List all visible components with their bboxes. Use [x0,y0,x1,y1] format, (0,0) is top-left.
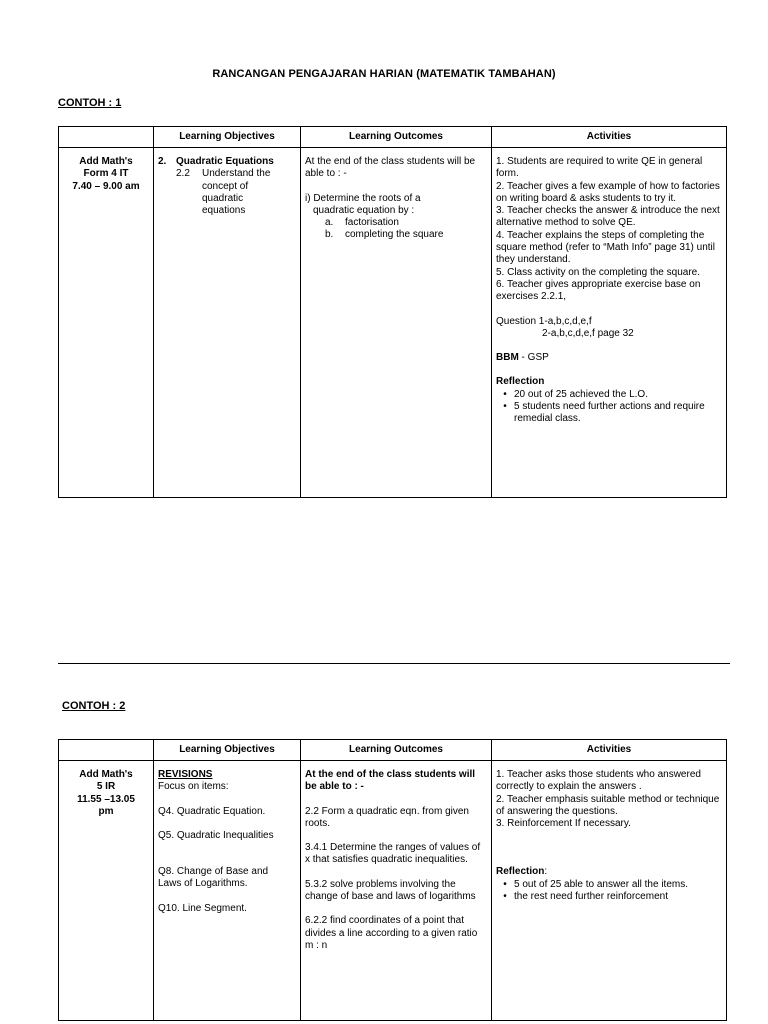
document-title: RANCANGAN PENGAJARAN HARIAN (MATEMATIK TAMBAHAN) [212,68,556,80]
class-time: 7.40 – 9.00 am [72,180,140,192]
activities-cell [492,761,727,1021]
reflection-heading [496,866,722,878]
outcomes-cell [301,148,492,498]
subject-cell [59,761,154,1021]
bullet-icon: • [503,878,507,890]
activity-step: 3. Reinforcement If necessary. [496,818,631,830]
reflection-list [496,879,722,904]
header-learning-objectives: Learning Objectives [154,740,301,761]
outcome-item: 2.2 Form a quadratic eqn. from given roots. [305,805,469,829]
outcomes-intro: At the end of the class students will be able to : - [305,156,476,180]
option-letter: a. [325,217,334,229]
question-line: Question 1-a,b,c,d,e,f [496,315,592,327]
header-blank [59,127,154,148]
table-header-row [59,127,727,148]
subject-cell [59,148,154,498]
focus-item: Q8. Change of Base and [158,866,269,878]
bbm-value: - GSP [518,352,549,364]
header-activities: Activities [492,127,727,148]
outcome-item: 5.3.2 solve problems involving the change of base and laws of logarithms [305,878,476,903]
lesson-plan-table-2 [58,739,727,1021]
list-item [496,891,722,903]
section-divider [58,663,730,664]
outcomes-cell [301,761,492,1021]
activity-step: 6. Teacher gives appropriate exercise base on exercises 2.2.1, [496,278,701,303]
reflection-text: 5 out of 25 able to answer all the items. [514,878,688,890]
activity-step: 4. Teacher explains the steps of completing the square method (refer to “Math Info” page 31) until they understand. [496,229,716,266]
reflection-list [496,389,722,426]
focus-item: Q5. Quadratic Inequalities [158,829,274,841]
question-line: 2-a,b,c,d,e,f page 32 [542,327,634,339]
focus-text: Focus on items: [158,781,229,793]
reflection-text: 20 out of 25 achieved the L.O. [514,388,648,400]
table-row [59,148,727,498]
outcome-option [305,217,487,229]
bullet-icon: • [503,891,507,903]
objective-title: Quadratic Equations [176,156,274,167]
objective-sub-text: Understand the concept of quadratic equations [202,168,271,217]
activity-step: 1. Students are required to write QE in general form. [496,156,703,180]
objective-number: 2. [158,156,167,167]
class-name: 5 IR [96,781,116,793]
reflection-label: Reflection [496,376,545,388]
activity-step: 2. Teacher gives a few example of how to factories on writing board & asks students to try it. [496,180,720,204]
list-item [496,879,722,891]
option-text: completing the square [345,229,444,241]
header-learning-outcomes: Learning Outcomes [301,740,492,761]
example-2-label: CONTOH : 2 [62,700,126,712]
focus-item: Q10. Line Segment. [158,902,247,914]
bullet-icon: • [503,401,507,413]
outcome-item-continued: quadratic equation by : [313,204,415,216]
option-text: factorisation [345,217,399,229]
activity-step: 1. Teacher asks those students who answered correctly to explain the answers . [496,769,701,793]
class-time: 11.55 –13.05 [77,793,135,805]
outcome-item: 6.2.2 find coordinates of a point that divides a line according to a given ratio m : n [305,915,478,951]
focus-item: Q4. Quadratic Equation. [158,805,266,817]
subject-name: Add Math's [79,156,133,167]
reflection-label: Reflection [496,866,545,878]
activity-step: 5. Class activity on the completing the square. [496,266,700,278]
activity-step: 2. Teacher emphasis suitable method or technique of answering the questions. [496,793,720,817]
table-header-row [59,740,727,761]
activity-step: 3. Teacher checks the answer & introduce the next alternative method to solve QE. [496,205,720,229]
subject-name: Add Math's [79,769,133,780]
list-item [496,389,722,401]
bbm-label: BBM [496,352,519,364]
objective-sub-number: 2.2 [176,168,190,180]
reflection-colon: : [544,866,548,878]
lesson-plan-table-1 [58,126,727,498]
outcome-item: 3.4.1 Determine the ranges of values of x that satisfies quadratic inequalities. [305,842,481,866]
bullet-icon: • [503,388,507,400]
option-letter: b. [325,229,334,241]
header-blank [59,740,154,761]
header-learning-outcomes: Learning Outcomes [301,127,492,148]
focus-item-continued: Laws of Logarithms. [158,878,248,890]
outcomes-intro: At the end of the class students will be able to : - [305,769,476,793]
list-item [496,401,722,426]
outcome-item: i) Determine the roots of a [305,192,421,204]
reflection-text: 5 students need further actions and require remedial class. [514,401,705,425]
reflection-text: the rest need further reinforcement [514,891,668,903]
header-activities: Activities [492,740,727,761]
outcome-option [305,229,487,241]
objectives-cell [154,761,301,1021]
class-name: Form 4 IT [83,168,129,180]
header-learning-objectives: Learning Objectives [154,127,301,148]
objectives-cell [154,148,301,498]
table-row [59,761,727,1021]
class-time-suffix: pm [98,805,114,817]
example-1-label: CONTOH : 1 [58,97,122,109]
bbm-line [496,352,722,364]
activities-cell [492,148,727,498]
revisions-heading: REVISIONS [158,769,213,780]
